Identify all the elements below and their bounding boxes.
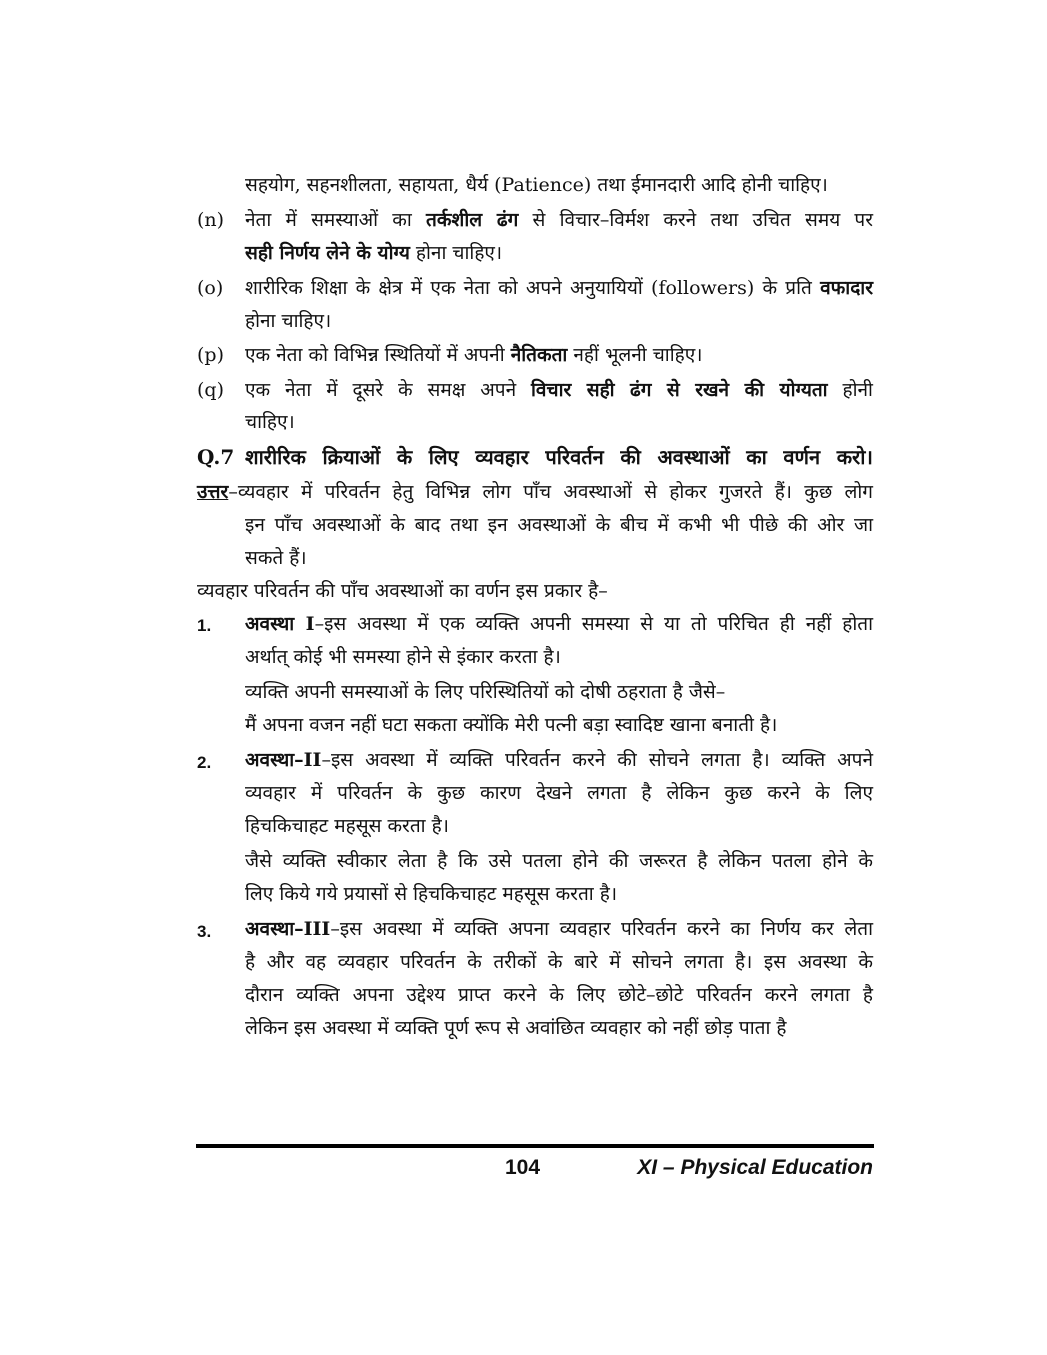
- stage-2-text: –इस अवस्था में व्यक्ति परिवर्तन करने की सोचने लगता है। व्यक्ति अपने: [321, 749, 873, 771]
- item-o-line-2: होना चाहिए।: [245, 310, 332, 332]
- item-q-text-2: होनी: [827, 379, 873, 401]
- item-q-line-2: चाहिए।: [245, 411, 295, 433]
- item-n-bold-2: सही निर्णय लेने के योग्य: [245, 242, 410, 264]
- stage-1-title: अवस्था I: [245, 613, 315, 635]
- question-7-label: Q.7: [197, 445, 235, 469]
- stage-1-line-2: अर्थात् कोई भी समस्या होने से इंकार करता है।: [245, 646, 561, 668]
- stage-2-line-5: लिए किये गये प्रयासों से हिचकिचाहट महसूस करता है।: [245, 883, 618, 905]
- stages-intro: व्यवहार परिवर्तन की पाँच अवस्थाओं का वर्णन इस प्रकार है–: [197, 580, 608, 602]
- page-number: 104: [505, 1156, 541, 1179]
- question-7-text: शारीरिक क्रियाओं के लिए व्यवहार परिवर्तन की अवस्थाओं का वर्णन करो।: [245, 445, 873, 469]
- item-p-label: (p): [197, 344, 224, 366]
- stage-2-number: 2.: [197, 753, 212, 772]
- item-q-text: एक नेता में दूसरे के समक्ष अपने: [245, 379, 532, 401]
- stage-3-number: 3.: [197, 922, 212, 941]
- footer-title: XI – Physical Education: [637, 1156, 873, 1179]
- answer-line-3: सकते हैं।: [245, 547, 307, 569]
- stage-1-line-4: मैं अपना वजन नहीं घटा सकता क्योंकि मेरी पत्नी बड़ा स्वादिष्ट खाना बनाती है।: [245, 714, 778, 736]
- item-o-bold: वफादार: [820, 277, 873, 299]
- answer-text: –व्यवहार में परिवर्तन हेतु विभिन्न लोग पाँच अवस्थाओं से होकर गुजरते हैं। कुछ लोग: [228, 481, 873, 503]
- item-n-line-1: [245, 203, 873, 237]
- item-n-text-2: से विचार–विर्मश करने तथा उचित समय पर: [518, 209, 873, 231]
- stage-1-number: 1.: [197, 616, 212, 635]
- stage-2-line-3: हिचकिचाहट महसूस करता है।: [245, 815, 449, 837]
- item-n-line-2: [245, 236, 502, 270]
- stage-2-line-4: जैसे व्यक्ति स्वीकार लेता है कि उसे पतला होने की जरूरत है लेकिन पतला होने के: [245, 850, 873, 872]
- body-line-1: सहयोग, सहनशीलता, सहायता, धैर्य (Patience) तथा ईमानदारी आदि होनी चाहिए।: [245, 174, 828, 196]
- footer-rule: [196, 1144, 874, 1148]
- item-o-line-1: [245, 271, 873, 305]
- item-n-text: नेता में समस्याओं का: [245, 209, 426, 231]
- stage-3-line-3: दौरान व्यक्ति अपना उद्देश्य प्राप्त करने के लिए छोटे–छोटे परिवर्तन करने लगता है: [245, 984, 873, 1006]
- stage-1-line-1: [245, 607, 873, 641]
- stage-2-line-1: [245, 743, 873, 777]
- stage-1-text: –इस अवस्था में एक व्यक्ति अपनी समस्या से या तो परिचित ही नहीं होता: [314, 613, 874, 635]
- stage-1-line-3: व्यक्ति अपनी समस्याओं के लिए परिस्थितियों को दोषी ठहराता है जैसे–: [245, 681, 726, 703]
- stage-3-line-4: लेकिन इस अवस्था में व्यक्ति पूर्ण रूप से अवांछित व्यवहार को नहीं छोड़ पाता है: [245, 1017, 787, 1039]
- item-p-bold: नैतिकता: [510, 344, 568, 366]
- item-o-text: शारीरिक शिक्षा के क्षेत्र में एक नेता को अपने अनुयायियों (followers) के प्रति: [245, 277, 821, 299]
- item-p-text: एक नेता को विभिन्न स्थितियों में अपनी: [245, 344, 511, 366]
- stage-3-line-2: है और वह व्यवहार परिवर्तन के तरीकों के बारे में सोचने लगता है। इस अवस्था के: [245, 951, 873, 973]
- stage-2-line-2: व्यवहार में परिवर्तन के कुछ कारण देखने लगता है लेकिन कुछ करने के लिए: [245, 782, 873, 804]
- item-q-bold: विचार सही ढंग से रखने की योग्यता: [531, 379, 828, 401]
- item-q-line-1: [245, 373, 873, 407]
- stage-3-text: –इस अवस्था में व्यक्ति अपना व्यवहार परिवर्तन करने का निर्णय कर लेता: [330, 918, 873, 940]
- stage-3-title: अवस्था–III: [245, 918, 331, 940]
- stage-2-title: अवस्था–II: [245, 749, 322, 771]
- stage-3-line-1: [245, 912, 873, 946]
- item-n-label: (n): [197, 209, 225, 231]
- item-p-text-2: नहीं भूलनी चाहिए।: [567, 344, 703, 366]
- item-q-label: (q): [197, 379, 224, 401]
- item-n-text-3: होना चाहिए।: [409, 242, 503, 264]
- answer-line-2: इन पाँच अवस्थाओं के बाद तथा इन अवस्थाओं के बीच में कभी भी पीछे की ओर जा: [245, 514, 873, 536]
- answer-label: उत्तर: [197, 481, 229, 503]
- item-n-bold: तर्कशील ढंग: [425, 209, 519, 231]
- item-o-label: (o): [197, 277, 224, 299]
- item-p-line-1: [245, 338, 702, 372]
- answer-line-1: [197, 475, 873, 509]
